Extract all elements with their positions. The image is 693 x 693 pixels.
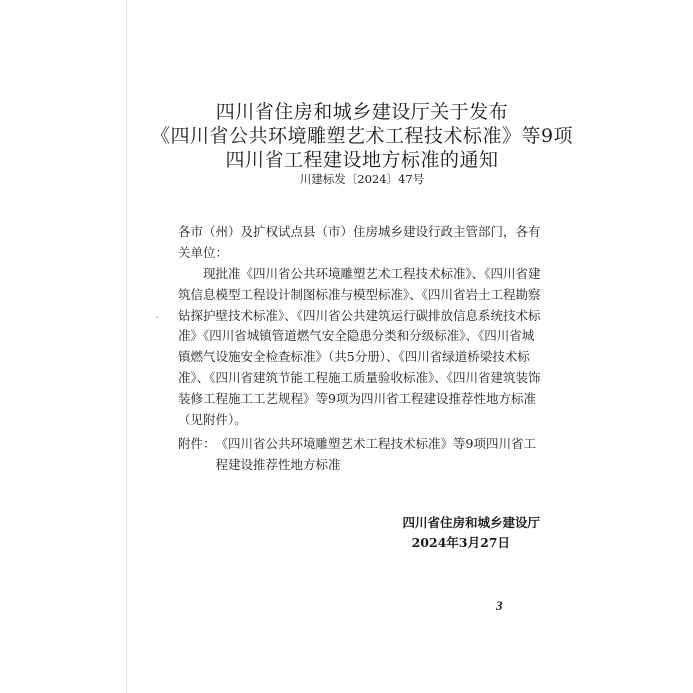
title-line-2: 《四川省公共环境雕塑艺术工程技术标准》等9项 xyxy=(150,125,574,147)
page-number: 3 xyxy=(496,598,503,613)
document-number: 川建标发〔2024〕47号 xyxy=(299,172,425,186)
notice-title-block xyxy=(126,100,598,187)
addressee: 各市（州）及扩权试点县（市）住房城乡建设行政主管部门，各有关单位： xyxy=(178,224,541,260)
title-line-3: 四川省工程建设地方标准的通知 xyxy=(225,149,499,171)
attachment-label: 附件： xyxy=(178,436,216,451)
attachment-text: 《四川省公共环境雕塑艺术工程技术标准》等9项四川省工程建设推荐性地方标准 xyxy=(215,436,536,472)
attachment-note xyxy=(178,434,543,476)
issuer-name: 四川省住房和城乡建设厅 xyxy=(402,515,540,530)
scan-speck xyxy=(156,316,158,318)
main-paragraph: 现批准《四川省公共环境雕塑艺术工程技术标准》、《四川省建筑信息模型工程设计制图标准与模型标准》、《四川省岩土工程勘察钻探护壁技术标准》、《四川省公共建筑运行碳排放信息系统技术标准》《四川省城镇管道燃气安全隐患分类和分级标准》、《四川省城镇燃气设施安全检查标准》（共5分册）、《四川省绿道桥梁技术标准》、《四川省建筑节能工程施工质量验收标准》、《四川省建筑装饰装修工程施工工艺规程》等9项为四川省工程建设推荐性地方标准（见附件）。 xyxy=(178,266,541,427)
signature-block xyxy=(330,513,540,553)
title-line-1: 四川省住房和城乡建设厅关于发布 xyxy=(215,101,509,123)
issue-date: 2024年3月27日 xyxy=(411,535,510,550)
